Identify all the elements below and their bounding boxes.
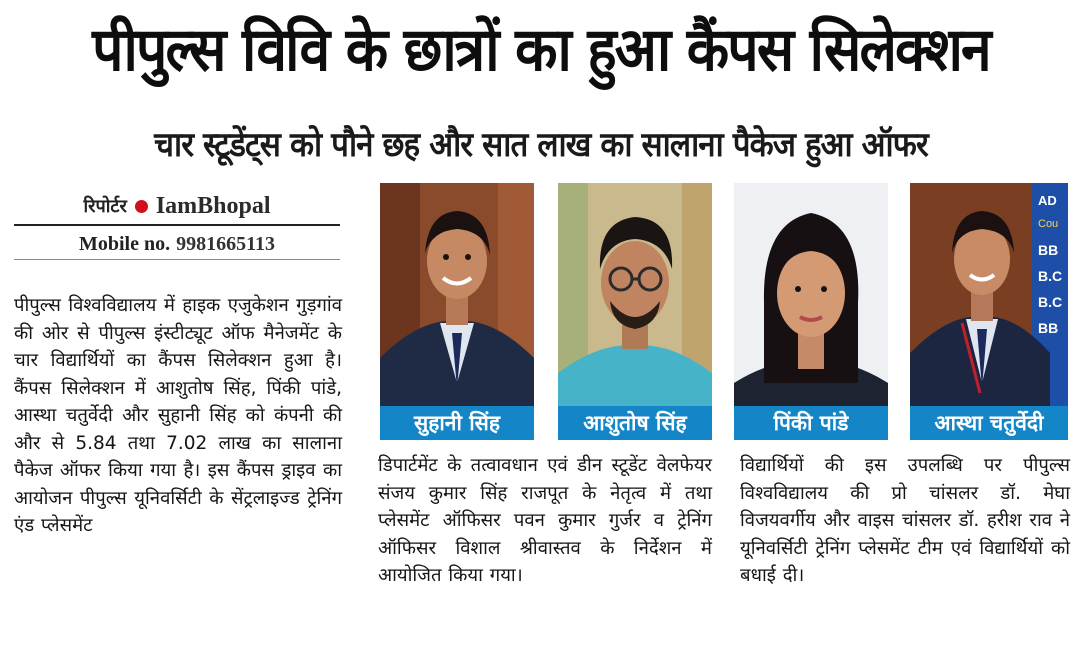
- photo-ashutosh-singh: [558, 183, 712, 440]
- reporter-label: रिपोर्टर: [83, 196, 127, 217]
- banner-text: B.C: [1038, 294, 1063, 310]
- headline: पीपुल्स विवि के छात्रों का हुआ कैंपस सिलेक्शन: [92, 15, 990, 85]
- banner-text: Cou: [1038, 218, 1059, 230]
- article-column-2: डिपार्टमेंट के तत्वावधान एवं डीन स्टूडेंट वेलफेयर संजय कुमार सिंह राजपूत के नेतृत्व में तथा प्लेसमेंट ऑफिसर पवन कुमार गुर्जर व ट्रेनिंग ऑफिसर विशाल श्रीवास्तव के निर्देशन में आयोजित किया गया।: [378, 455, 712, 586]
- subheadline: चार स्टूडेंट्स को पौने छह और सात लाख का सालाना पैकेज हुआ ऑफर: [154, 125, 928, 165]
- photo-aastha-chaturvedi: [910, 183, 1068, 440]
- banner-text: B.C: [1038, 268, 1063, 284]
- photo-pinki-pandey: [734, 183, 888, 440]
- portrait-image: [910, 183, 1068, 440]
- article-column-3: विद्यार्थियों की इस उपलब्धि पर पीपुल्स विश्वविद्यालय की प्रो चांसलर डॉ. मेघा विजयवर्गीय और वाइस चांसलर डॉ. हरीश राव ने यूनिवर्सिटी ट्रेनिंग प्लेसमेंट टीम एवं विद्यार्थियों को बधाई दी।: [740, 455, 1070, 586]
- byline: [14, 188, 340, 226]
- mobile-label: Mobile no.: [78, 233, 171, 255]
- mobile-line: [14, 230, 340, 260]
- banner-text: BB: [1038, 242, 1059, 258]
- photo-caption: पिंकी पांडे: [734, 406, 888, 440]
- red-dot-icon: [135, 200, 148, 213]
- article-column-1: पीपुल्स विश्वविद्यालय में हाइक एजुकेशन गुड़गांव की ओर से पीपुल्स इंस्टीट्यूट ऑफ मैनेजमेंट के चार विद्यार्थियों का कैंपस सिलेक्शन हुआ है। कैंपस सिलेक्शन में आशुतोष सिंह, पिंकी पांडे, आस्था चतुर्वेदी और सुहानी सिंह को कंपनी की और से 5.84 तथा 7.02 लाख का सालाना पैकेज ऑफर किया गया है। इस कैंपस ड्राइव का आयोजन पीपुल्स यूनिवर्सिटी के सेंट्रलाइज्ड ट्रेनिंग एंड प्लेसमेंट: [14, 295, 342, 536]
- portrait-image: [734, 183, 888, 440]
- banner-text: AD: [1038, 193, 1057, 208]
- portrait-image: [558, 183, 712, 440]
- photo-caption: आस्था चतुर्वेदी: [910, 406, 1068, 440]
- brand-name: IamBhopal: [155, 192, 271, 219]
- photo-suhani-singh: [380, 183, 534, 440]
- photo-caption: आशुतोष सिंह: [558, 406, 712, 440]
- mobile-number: 9981665113: [176, 233, 276, 255]
- portrait-image: [380, 183, 534, 440]
- banner-text: BB: [1038, 320, 1059, 336]
- photo-caption: सुहानी सिंह: [380, 406, 534, 440]
